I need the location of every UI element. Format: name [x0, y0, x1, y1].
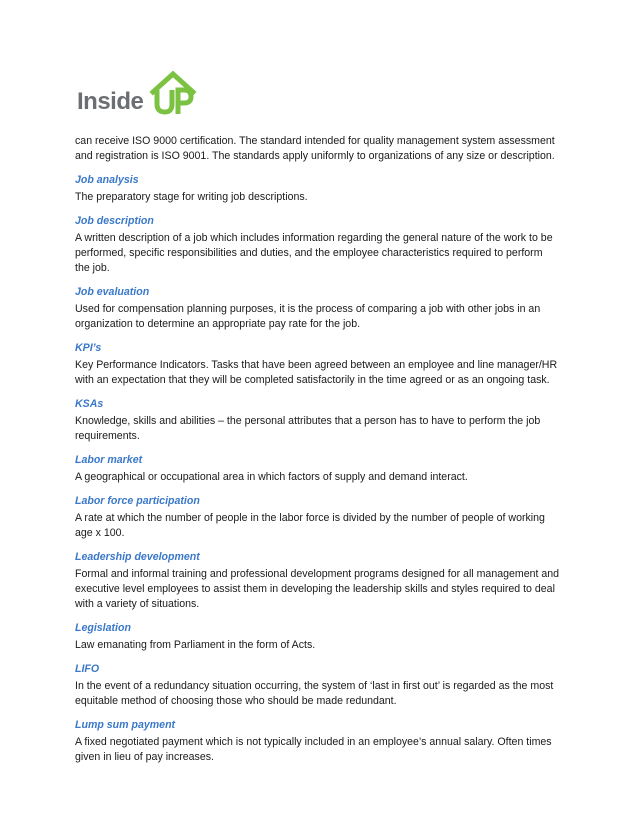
glossary-term: LIFO: [75, 663, 100, 675]
logo-up-mark-icon: [147, 70, 197, 116]
glossary-term: Leadership development: [75, 551, 200, 563]
glossary-term: KSAs: [75, 398, 104, 410]
glossary-entry: [75, 341, 560, 388]
glossary-term: KPI’s: [75, 342, 102, 354]
glossary-entry: [75, 285, 560, 332]
glossary-entry: [75, 718, 560, 765]
glossary-entry: [75, 397, 560, 444]
glossary-entry: [75, 453, 560, 485]
glossary-term: Labor force participation: [75, 495, 200, 507]
insideup-logo: [77, 70, 197, 122]
glossary-definition: A written description of a job which includes information regarding the general nature of the work to be performed, specific responsibilities and duties, and the employee characteristics required to perform the job.: [75, 232, 553, 274]
glossary-entry: [75, 550, 560, 612]
glossary-definition: Formal and informal training and professional development programs designed for all management and executive level employees to assist them in developing the leadership skills and styles required to deal with a variety of situations.: [75, 568, 560, 610]
glossary-definition: A rate at which the number of people in the labor force is divided by the number of people of working age x 100.: [75, 512, 545, 539]
intro-paragraph: can receive ISO 9000 certification. The standard intended for quality management system assessment and registration is ISO 9001. The standards apply uniformly to organizations of any size or description.: [75, 135, 555, 162]
glossary-term: Labor market: [75, 454, 143, 466]
glossary-entry: [75, 173, 560, 205]
glossary-term: Job description: [75, 215, 154, 227]
glossary-entry: [75, 621, 560, 653]
glossary-entry: [75, 494, 560, 541]
glossary-definition: The preparatory stage for writing job descriptions.: [75, 191, 308, 203]
glossary-entry: [75, 662, 560, 709]
glossary-definition: Law emanating from Parliament in the form of Acts.: [75, 639, 316, 651]
glossary-definition: Used for compensation planning purposes, it is the process of comparing a job with other jobs in an organization to determine an appropriate pay rate for the job.: [75, 303, 541, 330]
glossary-term: Legislation: [75, 622, 131, 634]
glossary-definition: A geographical or occupational area in which factors of supply and demand interact.: [75, 471, 468, 483]
glossary-term: Lump sum payment: [75, 719, 176, 731]
logo-wordmark: Inside: [77, 88, 144, 115]
glossary-term: Job evaluation: [75, 286, 150, 298]
glossary-definition: In the event of a redundancy situation occurring, the system of ‘last in first out’ is regarded as the most equitable method of choosing those who should be made redundant.: [75, 680, 554, 707]
glossary-definition: A fixed negotiated payment which is not typically included in an employee’s annual salary. Often times given in lieu of pay increases.: [75, 736, 552, 763]
glossary-definition: Knowledge, skills and abilities – the personal attributes that a person has to have to perform the job requirements.: [75, 415, 541, 442]
glossary-content: [75, 134, 560, 774]
glossary-term: Job analysis: [75, 174, 139, 186]
glossary-entry: [75, 214, 560, 276]
glossary-definition: Key Performance Indicators. Tasks that have been agreed between an employee and line manager/HR with an expectation that they will be completed satisfactorily in the time agreed or as an ongoing task.: [75, 359, 558, 386]
